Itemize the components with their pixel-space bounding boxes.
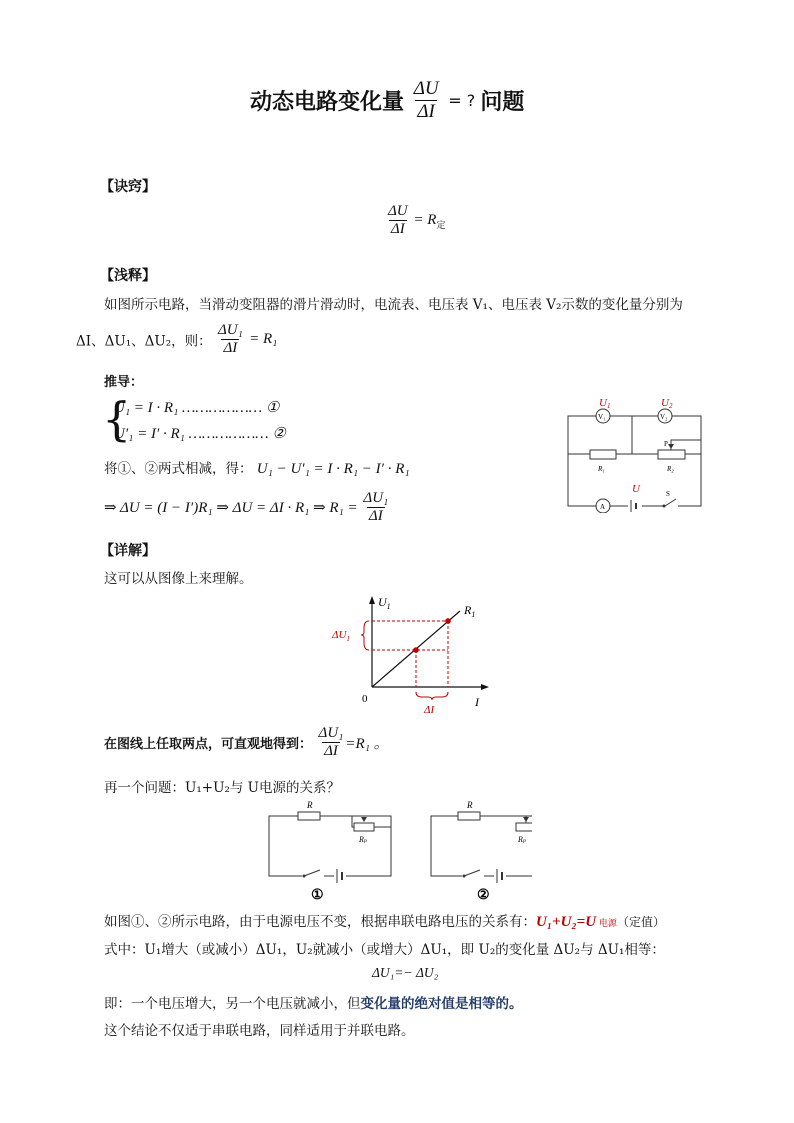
derivation-label: 推导： (104, 375, 144, 390)
du-label: $\Delta U_1$ (332, 629, 350, 643)
subtract-formula: U₁ − U′₁ = I · R₁ − I′ · R₁ (256, 461, 410, 477)
trick-num: ΔU (388, 203, 408, 219)
conclusion-text: 即：一个电压增大，另一个电压就减小，但 (104, 996, 361, 1012)
du-brace (361, 621, 369, 650)
label-u1: U1 (599, 397, 611, 410)
conclusion-highlight: 变化量的绝对值是相等的。 (360, 996, 523, 1012)
series-formula: U₁+U₂=U (536, 914, 597, 930)
label-u2: U2 (661, 397, 673, 410)
series-circuits (262, 798, 532, 904)
trick-formula (386, 203, 445, 238)
series-explanation (104, 910, 665, 931)
rheostat-slider (671, 440, 701, 450)
result-line (104, 490, 390, 525)
ui-graph (330, 592, 500, 720)
explain-fraction (216, 322, 245, 357)
title-frac-num: ΔU (413, 78, 439, 99)
delta-relation: ΔU₁=− ΔU₂ (372, 965, 439, 980)
label-v1: V₁ (598, 413, 606, 421)
label-r1: R₁ (598, 465, 605, 473)
circuit1-slider-arrow (361, 817, 367, 822)
result-frac-num: ΔU₁ (363, 490, 389, 506)
circuit-diagram-main (560, 388, 710, 513)
equation-2: U′₁ = I′ · R₁ ……………… ② (114, 426, 286, 442)
trick-sub: 定 (436, 219, 446, 230)
di-label: ΔI (424, 704, 435, 716)
title-suffix: 问题 (480, 90, 525, 115)
trick-den: ΔI (390, 221, 405, 237)
r1-label: $R_1$ (464, 603, 476, 619)
resistor-r1 (590, 450, 616, 459)
result-chain: ⇒ ΔU = (I − I′)R₁ ⇒ ΔU = ΔI · R₁ ⇒ R₁ = (104, 500, 358, 516)
conclusion-line (104, 992, 523, 1012)
section-header-trick: 【诀窍】 (100, 179, 156, 195)
label-s: S (666, 490, 670, 498)
graph-conclusion (104, 725, 389, 760)
graph-conclusion-fraction (317, 725, 346, 760)
final-note: 这个结论不仅适于串联电路，同样适用于并联电路。 (104, 1023, 415, 1039)
equation-1: U₁ = I · R₁ ……………… ① (114, 400, 280, 416)
label-r2: R₂ (667, 465, 674, 473)
y-axis-arrow (369, 596, 375, 604)
detail-para-1: 这可以从图像上来理解。 (104, 571, 253, 587)
slider-arrow (668, 444, 674, 449)
point-upper (445, 618, 451, 624)
series-fixed: （定值） (616, 915, 665, 929)
section-header-detail: 【详解】 (100, 543, 156, 559)
label-p: P (664, 440, 668, 448)
page-title (250, 78, 524, 123)
circuit1-number: ① (311, 888, 324, 903)
circuit2-number: ② (477, 888, 490, 903)
explain-para-2-text: ΔI、ΔU₁、ΔU₂，则： (76, 333, 212, 350)
circuit2-label-rp: Rₚ (518, 835, 527, 844)
subtract-line (104, 457, 410, 478)
di-brace (416, 692, 448, 700)
title-eq: = ? (448, 91, 481, 110)
title-fraction (412, 78, 441, 123)
y-axis-label: $U_1$ (378, 595, 391, 611)
title-prefix: 动态电路变化量 (250, 90, 405, 115)
x-axis-arrow (481, 684, 489, 690)
graph-conclusion-rhs: =R₁ 。 (345, 736, 389, 752)
series-explanation-text: 如图①、②所示电路，由于电源电压不变，根据串联电路电压的关系有： (104, 914, 536, 930)
circuit1-label-r: R (307, 800, 313, 810)
rheostat-r2 (658, 450, 685, 459)
explain-frac-num: ΔU₁ (217, 322, 243, 338)
title-frac-den: ΔI (417, 101, 435, 122)
graph-conclusion-text: 在图线上任取两点，可直观地得到： (104, 737, 313, 752)
circuit1-label-rp: Rₚ (359, 835, 368, 844)
circuit2-rheostat (516, 823, 532, 831)
explain-para-1: 如图所示电路，当滑动变阻器的滑片滑动时，电流表、电压表 V₁、电压表 V₂示数的变化量分别为 (104, 297, 683, 313)
result-fraction (361, 490, 390, 525)
section-header-explain: 【浅释】 (100, 268, 156, 284)
x-axis-label: I (475, 695, 479, 709)
trick-rhs: = R (413, 211, 437, 228)
equation-brace: { (102, 392, 132, 446)
circuit1-resistor-r (298, 812, 320, 820)
label-a: A (600, 503, 606, 511)
subtract-text: 将①、②两式相减，得： (104, 461, 253, 477)
result-frac-den: ΔI (368, 508, 383, 524)
series-formula-sub: 电源 (596, 919, 617, 929)
graph-frac-num: ΔU₁ (318, 725, 344, 741)
point-lower (413, 647, 419, 653)
circuit2-slider-arrow (523, 817, 529, 822)
explain-frac-den: ΔI (223, 340, 238, 356)
circuit2-label-r: R (467, 800, 473, 810)
label-v2: V₂ (660, 413, 668, 421)
label-u: U (632, 483, 640, 495)
graph-frac-den: ΔI (324, 743, 338, 759)
circuit1-rheostat (354, 823, 374, 831)
explain-rhs: = R₁ (249, 331, 278, 347)
series-detail: 式中：U₁增大（或减小）ΔU₁，U₂就减小（或增大）ΔU₁，即 U₂的变化量 ΔU₂与 ΔU₁相等： (104, 942, 665, 958)
circuit2-resistor-r (458, 812, 480, 820)
origin-label: 0 (362, 693, 368, 705)
another-question: 再一个问题：U₁+U₂与 U电源的关系？ (104, 780, 341, 796)
explain-para-2 (76, 322, 277, 357)
